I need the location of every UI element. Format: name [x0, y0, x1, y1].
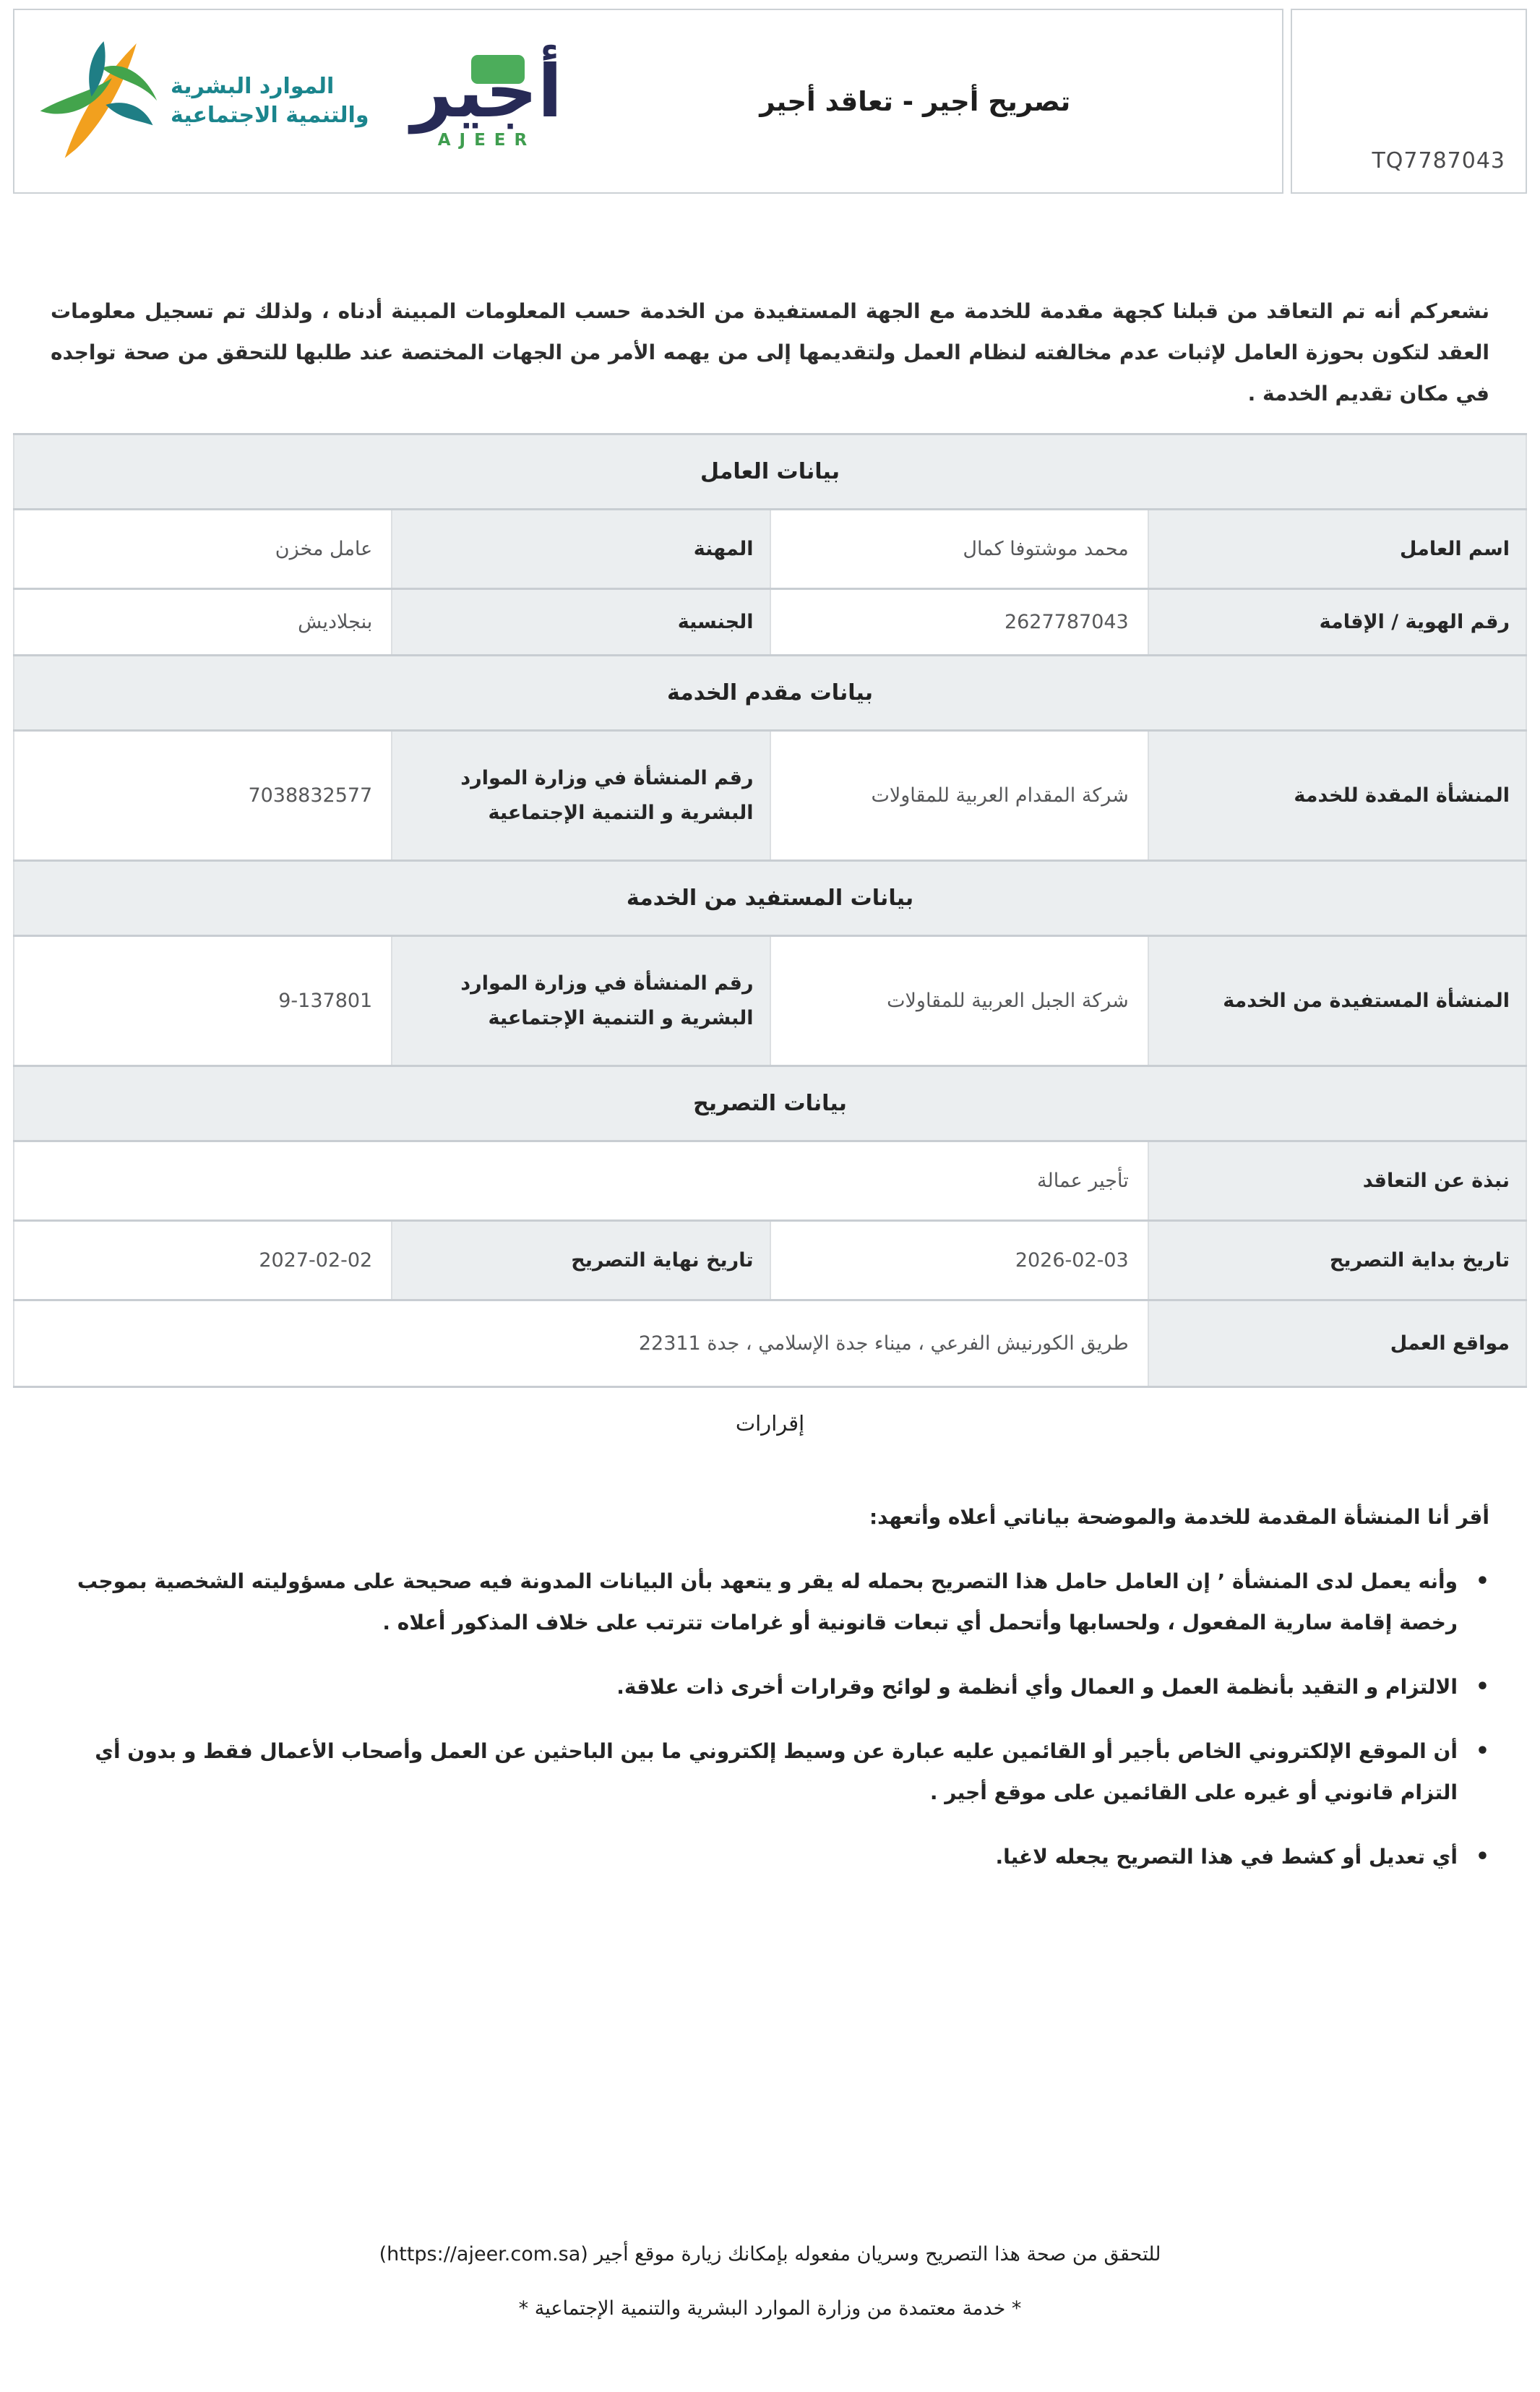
ajeer-logo-latin: AJEER	[437, 130, 536, 150]
provider-mol-number-value: 7038832577	[14, 731, 392, 861]
doc-number-box	[1291, 9, 1527, 194]
section-title-provider: بيانات مقدم الخدمة	[14, 656, 1526, 731]
nationality-value: بنجلاديش	[14, 589, 392, 656]
table-row	[14, 589, 1526, 656]
provider-establishment-label: المنشأة المقدة للخدمة	[1148, 731, 1526, 861]
work-locations-value: طريق الكورنيش الفرعي ، ميناء جدة الإسلامي ، جدة 22311	[14, 1300, 1148, 1387]
section-title-beneficiary: بيانات المستفيد من الخدمة	[14, 861, 1526, 936]
permit-data-table	[13, 433, 1527, 1388]
ministry-logo-line1: الموارد البشرية	[171, 73, 335, 99]
approved-note: * خدمة معتمدة من وزارة الموارد البشرية والتنمية الإجتماعية *	[518, 2297, 1022, 2320]
id-number-value: 2627787043	[770, 589, 1148, 656]
table-row	[14, 1300, 1526, 1387]
section-row-provider	[14, 656, 1526, 731]
section-row-permit	[14, 1066, 1526, 1141]
worker-name-label: اسم العامل	[1148, 510, 1526, 589]
declaration-item: • الالتزام و التقيد بأنظمة العمل و العمال وأي أنظمة و لوائح وقرارات أخرى ذات علاقة.	[51, 1666, 1489, 1707]
doc-number: TQ7787043	[1372, 148, 1505, 173]
page-title: تصريح أجير - تعاقد أجير	[760, 85, 1071, 117]
table-row	[14, 1221, 1526, 1300]
verify-note: للتحقق من صحة هذا التصريح وسريان مفعوله بإمكانك زيارة موقع أجير (https://ajeer.com.sa)	[379, 2243, 1161, 2265]
beneficiary-mol-number-label: رقم المنشأة في وزارة الموارد البشرية و التنمية الإجتماعية	[392, 936, 770, 1066]
ministry-emblem-icon	[36, 37, 159, 166]
id-number-label: رقم الهوية / الإقامة	[1148, 589, 1526, 656]
provider-mol-number-label: رقم المنشأة في وزارة الموارد البشرية و التنمية الإجتماعية	[392, 731, 770, 861]
section-title-permit: بيانات التصريح	[14, 1066, 1526, 1141]
section-row-beneficiary	[14, 861, 1526, 936]
declaration-item: • أن الموقع الإلكتروني الخاص بأجير أو القائمين عليه عبارة عن وسيط إلكتروني ما بين الباحثين عن العمل وأصحاب الأعمال فقط و بدون أي التزام قانوني أو غيره على القائمين على موقع أجير .	[51, 1731, 1489, 1813]
nationality-label: الجنسية	[392, 589, 770, 656]
profession-label: المهنة	[392, 510, 770, 589]
table-row	[14, 510, 1526, 589]
beneficiary-mol-number-value: 9-137801	[14, 936, 392, 1066]
section-title-worker: بيانات العامل	[14, 434, 1526, 510]
contract-summary-value: تأجير عمالة	[14, 1141, 1148, 1221]
permit-end-date-label: تاريخ نهاية التصريح	[392, 1221, 770, 1300]
beneficiary-establishment-value: شركة الجبل العربية للمقاولات	[770, 936, 1148, 1066]
declaration-item: • أي تعديل أو كشط في هذا التصريح يجعله لاغيا.	[51, 1836, 1489, 1877]
declarations-title: إقرارات	[735, 1411, 805, 1436]
table-row	[14, 936, 1526, 1066]
permit-end-date-value: 2027-02-02	[14, 1221, 392, 1300]
beneficiary-establishment-label: المنشأة المستفيدة من الخدمة	[1148, 936, 1526, 1066]
worker-name-value: محمد موشتوفا كمال	[770, 510, 1148, 589]
provider-establishment-value: شركة المقدام العربية للمقاولات	[770, 731, 1148, 861]
document-header	[13, 9, 1527, 194]
ajeer-logo	[403, 48, 569, 150]
contract-summary-label: نبذة عن التعاقد	[1148, 1141, 1526, 1221]
document-footer	[0, 2243, 1540, 2320]
ministry-logo-line2: والتنمية الاجتماعية	[171, 103, 369, 128]
table-row	[14, 731, 1526, 861]
intro-paragraph: نشعركم أنه تم التعاقد من قبلنا كجهة مقدمة للخدمة مع الجهة المستفيدة من الخدمة حسب المعلومات المبينة أدناه ، ولذلك تم تسجيل معلومات العقد لتكون بحوزة العامل لإثبات عدم مخالفته لنظام العمل ولتقديمها إلى من يهمه الأمر من الجهات المختصة عند طلبها للتحقق من صحة تواجده في مكان تقديم الخدمة .	[51, 299, 1489, 406]
declarations-list	[51, 1561, 1489, 1877]
logos-group	[36, 37, 569, 166]
permit-start-date-label: تاريخ بداية التصريح	[1148, 1221, 1526, 1300]
title-logos-box	[13, 9, 1283, 194]
ministry-logo	[36, 37, 369, 166]
section-row-worker	[14, 434, 1526, 510]
declarations-heading: أقر أنا المنشأة المقدمة للخدمة والموضحة بياناتي أعلاه وأتعهد:	[869, 1505, 1489, 1529]
declaration-item: • وأنه يعمل لدى المنشأة ’ إن العامل حامل هذا التصريح بحمله له يقر و يتعهد بأن البيانات المدونة فيه صحيحة على مسؤوليته الشخصية بموجب رخصة إقامة سارية المفعول ، ولحسابها وأتحمل أي تبعات قانونية أو غرامات تترتب على خلاف المذكور أعلاه .	[51, 1561, 1489, 1643]
ministry-logo-text	[171, 72, 369, 131]
table-row	[14, 1141, 1526, 1221]
profession-value: عامل مخزن	[14, 510, 392, 589]
permit-start-date-value: 2026-02-03	[770, 1221, 1148, 1300]
work-locations-label: مواقع العمل	[1148, 1300, 1526, 1387]
ajeer-logo-arabic: أجير	[410, 48, 563, 134]
